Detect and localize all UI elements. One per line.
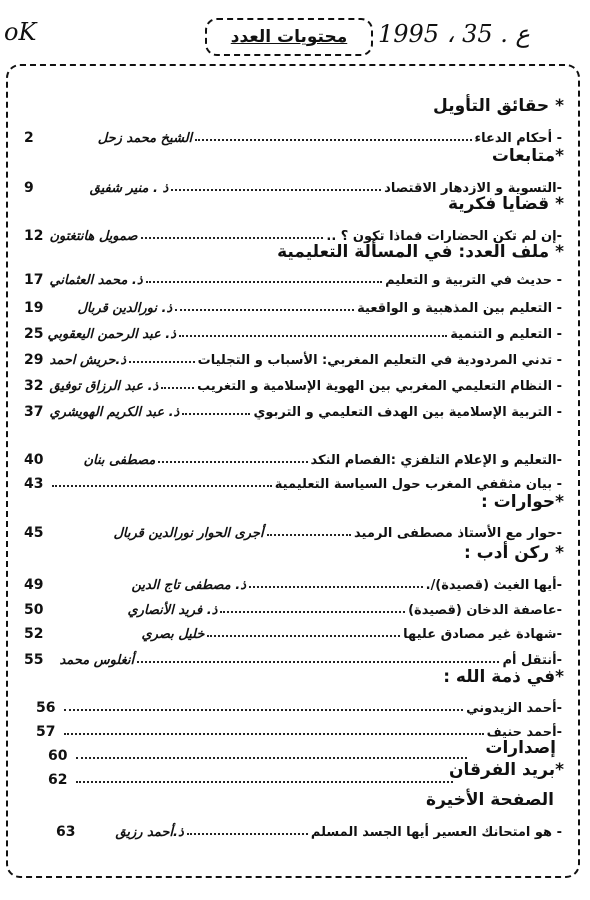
section-heading: *حوارات : (480, 492, 564, 512)
entry-author: ذ. فريد الأنصاري (127, 603, 218, 618)
entry-title: - حديث في التربية و التعليم (385, 273, 562, 288)
entry-author: ذ. عبد الكريم الهويشري (49, 405, 180, 420)
entry-page: 43 (24, 476, 44, 492)
section-heading: *متابعات (491, 146, 564, 166)
entry-author: ذ. عبد الرحمن اليعقوبي (47, 327, 176, 342)
leader-dots (146, 281, 382, 283)
entry-author: ذ. مصطفى تاج الدين (131, 578, 246, 593)
entry-author: ذ.حريش احمد (49, 353, 127, 368)
entry-title: -شهادة غير مصادق عليها (403, 627, 562, 642)
leader-dots (158, 461, 307, 463)
leader-dots (141, 237, 324, 239)
leader-dots (249, 586, 423, 588)
entry-page: 50 (24, 602, 44, 618)
list-item (36, 694, 562, 716)
entry-title: -أحمد الزيدوني (466, 701, 562, 716)
list-item (36, 718, 562, 740)
entry-author: ذ.أحمد رزيق (115, 825, 184, 840)
leader-dots (76, 781, 453, 783)
entry-author: أجرى الحوار نورالدين قربال (113, 526, 264, 541)
leader-dots (175, 309, 354, 311)
section-heading: *بريد الفرقان (448, 760, 564, 780)
entry-title: - التربية الإسلامية بين الهدف التعليمي و التربوي (253, 405, 562, 420)
leader-dots (64, 709, 463, 711)
leader-dots (52, 485, 271, 487)
entry-page: 2 (24, 130, 34, 146)
entry-title: - التعليم و التنمية (450, 327, 562, 342)
leader-dots (182, 413, 250, 415)
entry-page: 52 (24, 626, 44, 642)
entry-title: - بيان مثقفي المغرب حول السياسة التعليمية (274, 477, 562, 492)
leader-dots (137, 661, 499, 663)
entry-title: - التعليم بين المذهبية و الواقعية (357, 301, 562, 316)
entry-page: 56 (36, 700, 56, 716)
title-box (205, 18, 373, 56)
section-heading: إصدارات (485, 738, 556, 758)
list-item (56, 818, 562, 840)
leader-dots (76, 757, 467, 759)
entry-page: 25 (24, 326, 44, 342)
entry-title: - أحكام الدعاء (474, 131, 562, 146)
list-item (24, 174, 562, 196)
entry-page: 57 (36, 724, 56, 740)
entry-page: 63 (56, 824, 76, 840)
entry-title: -عاصفة الدخان (قصيدة) (408, 603, 562, 618)
list-item (24, 346, 562, 368)
entry-title: -التعليم و الإعلام التلفزي :الفصام النكد (310, 453, 562, 468)
entry-page: 62 (48, 772, 68, 788)
leader-dots (195, 139, 471, 141)
leader-dots (187, 833, 308, 835)
entry-page: 49 (24, 577, 44, 593)
section-heading: الصفحة الأخيرة (426, 790, 554, 810)
section-heading: * ركن أدب : (463, 543, 564, 563)
list-item (24, 519, 562, 541)
list-item (24, 266, 562, 288)
list-item (48, 742, 470, 764)
entry-page: 45 (24, 525, 44, 541)
leader-dots (267, 534, 351, 536)
list-item (24, 294, 562, 316)
corner-note: oK (4, 18, 37, 46)
entry-title: - هو امتحانك العسير أيها الجسد المسلم (310, 825, 562, 840)
list-item (48, 766, 456, 788)
list-item (24, 620, 562, 642)
section-heading: * حقائق التأويل (433, 96, 564, 116)
entry-author: ذ. نورالدين قربال (77, 301, 173, 316)
list-item (24, 124, 562, 146)
entry-title: -أنتقل أم (502, 653, 562, 668)
entry-author: خليل بصري (141, 627, 205, 642)
entry-author: مصطفى بنان (83, 453, 156, 468)
entry-title: -حوار مع الأستاذ مصطفى الرميد (354, 526, 562, 541)
entry-page: 17 (24, 272, 44, 288)
leader-dots (171, 189, 381, 191)
list-item (24, 646, 562, 668)
handwritten-issue-note: 1995 ، 35 . ع (378, 20, 530, 48)
list-item (24, 596, 562, 618)
list-item (24, 372, 562, 394)
entry-author: ذ. عبد الرزاق توفيق (49, 379, 159, 394)
list-item (24, 398, 562, 420)
leader-dots (64, 733, 483, 735)
entry-page: 37 (24, 404, 44, 420)
list-item (24, 571, 562, 593)
section-heading: *في ذمة الله : (443, 667, 564, 687)
entry-author: أنغلوس محمد (59, 653, 135, 668)
list-item (24, 320, 562, 342)
section-heading: * ملف العدد: في المسألة التعليمية (277, 242, 564, 262)
list-item (24, 222, 562, 244)
leader-dots (207, 635, 400, 637)
entry-page: 60 (48, 748, 68, 764)
leader-dots (179, 335, 447, 337)
entry-page: 40 (24, 452, 44, 468)
leader-dots (129, 361, 195, 363)
entry-page: 29 (24, 352, 44, 368)
page-title: محتويات العدد (230, 27, 348, 47)
entry-page: 12 (24, 228, 44, 244)
leader-dots (161, 387, 194, 389)
section-heading: * قضايا فكرية (447, 194, 564, 214)
entry-title: - النظام التعليمي المغربي بين الهوية الإسلامية و التغريب (197, 379, 562, 394)
entry-author: الشيخ محمد زحل (97, 131, 193, 146)
entry-author: ذ. محمد العثماني (49, 273, 143, 288)
entry-title: -أحمد حنيف (486, 725, 562, 740)
entry-title: -إن لم تكن الحضارات فماذا تكون ؟ .. (326, 229, 562, 244)
entry-author: ذ . منير شفيق (89, 181, 169, 196)
entry-page: 19 (24, 300, 44, 316)
entry-title: -التسوية و الازدهار الاقتصاد (384, 181, 562, 196)
entry-title: -أيها الغيث (قصيدة)/. (425, 578, 562, 593)
leader-dots (220, 611, 405, 613)
entry-page: 55 (24, 652, 44, 668)
list-item (24, 446, 562, 468)
entry-author: صمويل هانتغتون (49, 229, 138, 244)
entry-page: 32 (24, 378, 44, 394)
entry-title: - تدني المردودية في التعليم المغربي: الأسباب و التجليات (197, 353, 562, 368)
entry-page: 9 (24, 180, 34, 196)
list-item (24, 470, 562, 492)
